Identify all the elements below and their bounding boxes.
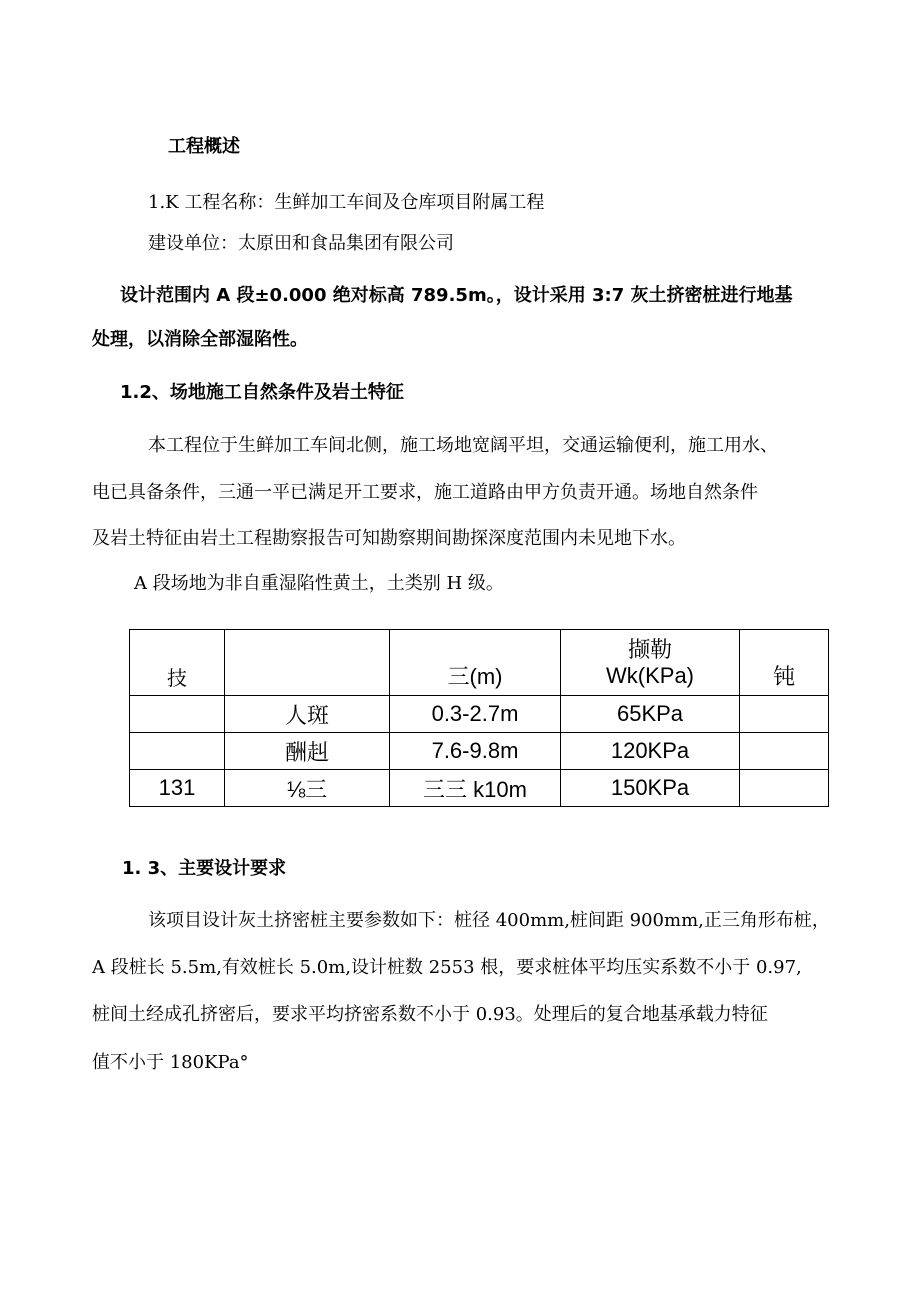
design-requirements-line-3: 桩间土经成孔挤密后，要求平均挤密系数不小于 0.93。处理后的复合地基承载力特征 [92, 1004, 768, 1025]
table-cell [740, 733, 829, 770]
table-row [130, 696, 829, 733]
design-requirements-line-4: 值不小于 180KPa° [92, 1052, 249, 1073]
design-scope-line-1: 设计范围内 A 段±0.000 绝对标高 789.5m。，设计采用 3:7 灰土挤密桩进行地基 [120, 285, 793, 306]
section-heading-overview: 工程概述 [168, 136, 240, 157]
table-cell [130, 733, 225, 770]
table-cell: 131 [130, 770, 225, 807]
table-header-cell [390, 630, 561, 696]
table-row [130, 770, 829, 807]
soil-layer-table [129, 629, 829, 807]
section-heading-1-3: 1. 3、主要设计要求 [122, 858, 287, 879]
section-heading-1-2: 1.2、场地施工自然条件及岩土特征 [120, 382, 404, 403]
design-requirements-line-2: A 段桩长 5.5m,有效桩长 5.0m,设计桩数 2553 根，要求桩体平均压实系数不小于 0.97, [92, 957, 802, 978]
design-requirements-line-1: 该项目设计灰土挤密桩主要参数如下：桩径 400mm,桩间距 900mm,正三角形布桩， [148, 910, 830, 931]
site-conditions-line-3: 及岩土特征由岩土工程勘察报告可知勘察期间勘探深度范围内未见地下水。 [92, 528, 686, 549]
project-name-line: 1.K 工程名称：生鲜加工车间及仓库项目附属工程 [148, 192, 545, 213]
table-cell [130, 696, 225, 733]
table-header-cell [130, 630, 225, 696]
table-cell: 150KPa [561, 770, 740, 807]
table-header-text: Wk(KPa) [606, 662, 694, 688]
site-conditions-line-2: 电已具备条件，三通一平已满足开工要求，施工道路由甲方负责开通。场地自然条件 [92, 482, 758, 503]
table-header-cell [225, 630, 390, 696]
table-cell: 三三 k10m [390, 770, 561, 807]
table-header-text: 钝 [772, 664, 795, 689]
table-cell: 0.3-2.7m [390, 696, 561, 733]
table-cell [740, 770, 829, 807]
project-owner-line: 建设单位：太原田和食品集团有限公司 [148, 233, 454, 254]
table-cell: 65KPa [561, 696, 740, 733]
table-header-row [130, 630, 829, 696]
site-conditions-line-1: 本工程位于生鲜加工车间北侧，施工场地宽阔平坦，交通运输便利，施工用水、 [148, 435, 778, 456]
site-note: A 段场地为非自重湿陷性黄土，土类别 H 级。 [134, 573, 504, 594]
table-header-cell [740, 630, 829, 696]
table-header-text: 三(m) [447, 664, 503, 689]
table-cell: ⅛三 [225, 770, 390, 807]
table-header-text: 技 [167, 668, 187, 690]
table-row [130, 733, 829, 770]
table-cell: 酬赳 [225, 733, 390, 770]
table-cell: 人斑 [225, 696, 390, 733]
design-scope-line-2: 处理，以消除全部湿陷性。 [92, 329, 308, 350]
table-header-text: 撷勒 [627, 636, 672, 662]
table-cell [740, 696, 829, 733]
table-cell: 120KPa [561, 733, 740, 770]
table-cell: 7.6-9.8m [390, 733, 561, 770]
table-header-cell [561, 630, 740, 696]
